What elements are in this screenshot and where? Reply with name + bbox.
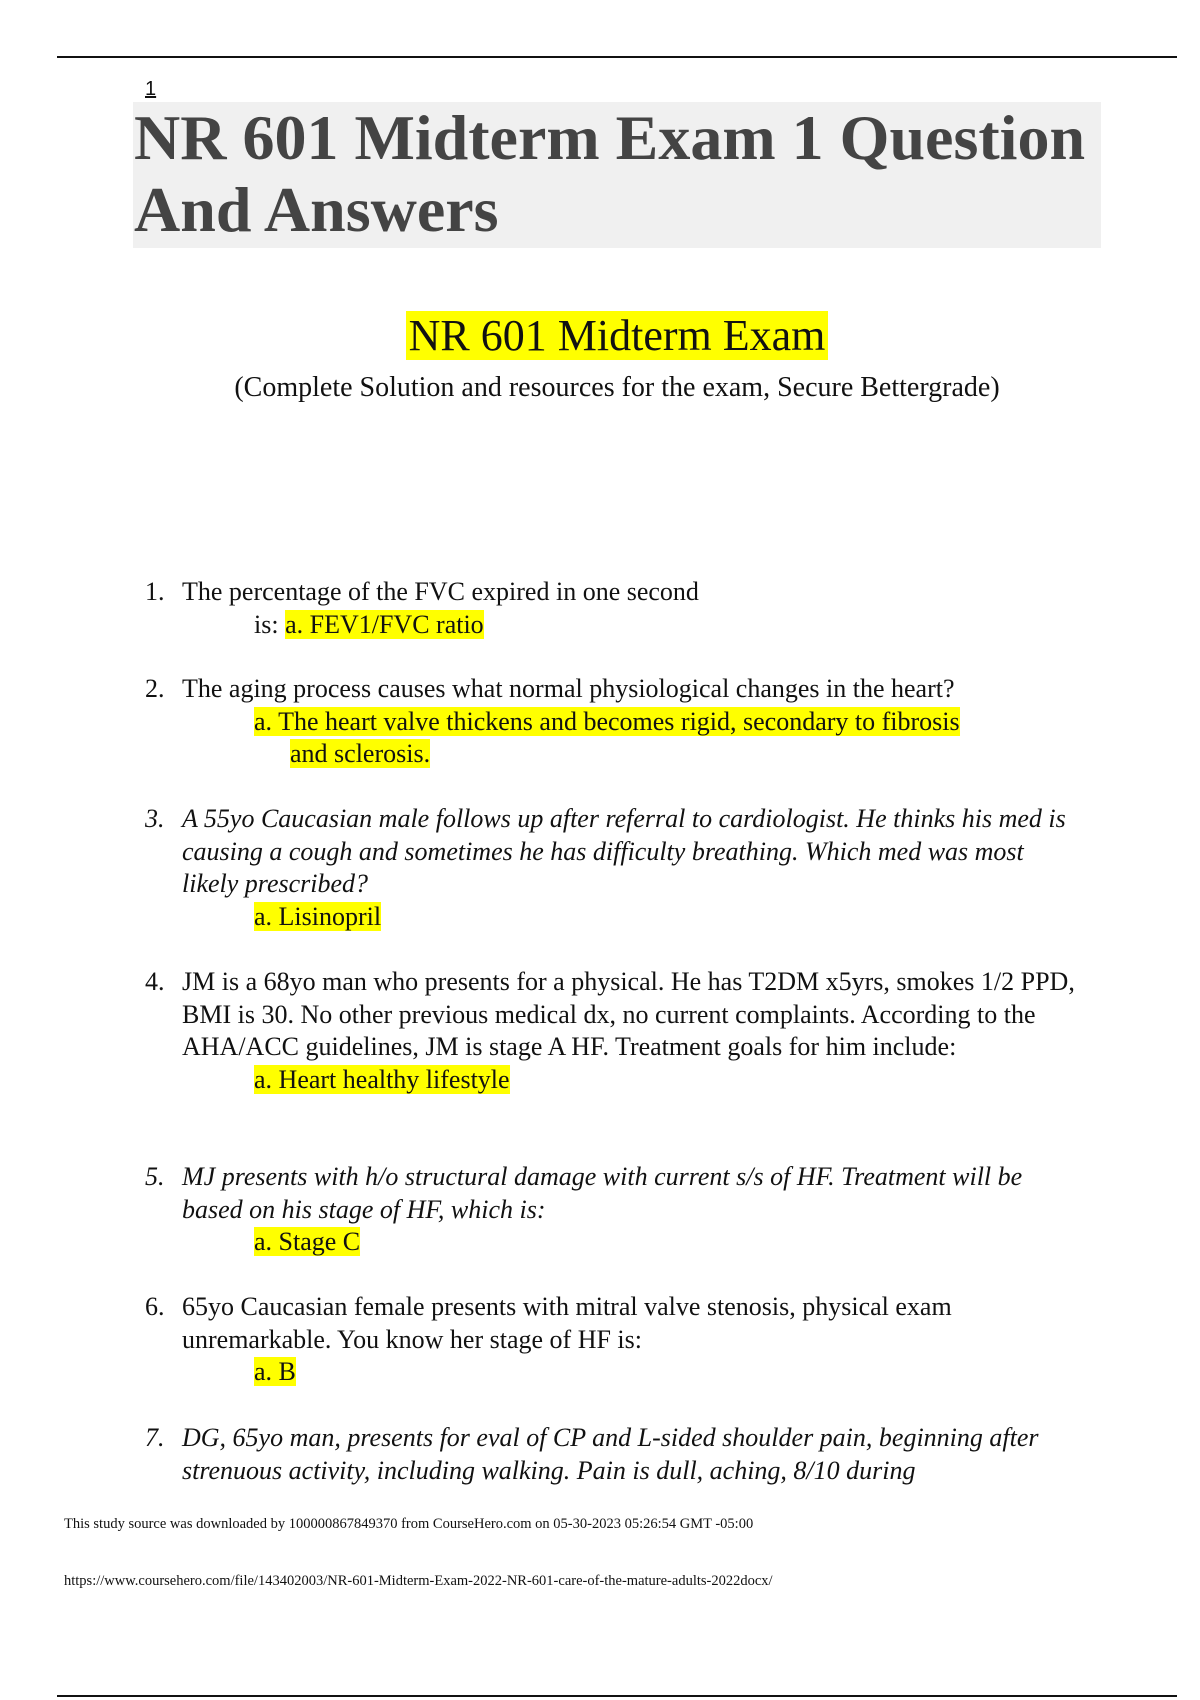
exam-heading-text: NR 601 Midterm Exam	[406, 311, 829, 360]
question-number: 6.	[145, 1292, 165, 1321]
answer-text: a. Heart healthy lifestyle	[254, 1064, 510, 1094]
question-number: 1.	[145, 577, 165, 606]
question-4	[145, 966, 1085, 1096]
top-rule	[57, 56, 1177, 58]
answer-text: a. Lisinopril	[254, 901, 382, 931]
question-number: 5.	[145, 1162, 165, 1191]
question-number: 2.	[145, 674, 165, 703]
answer-text-continued: and sclerosis.	[290, 739, 431, 768]
question-text: DG, 65yo man, presents for eval of CP and L-sided shoulder pain, beginning after strenuous activity, including walking. Pain is dull, aching, 8/10 during	[182, 1423, 1039, 1485]
bottom-rule	[57, 1695, 1177, 1697]
answer-prefix: is:	[254, 609, 286, 639]
question-2	[145, 673, 1085, 771]
exam-heading	[0, 310, 1200, 362]
question-3	[145, 803, 1085, 933]
question-text: 65yo Caucasian female presents with mitral valve stenosis, physical exam unremarkable. You know her stage of HF is:	[182, 1292, 952, 1354]
question-6	[145, 1291, 1085, 1389]
question-number: 7.	[145, 1423, 165, 1452]
answer-text: a. B	[254, 1357, 296, 1386]
source-url: https://www.coursehero.com/file/143402003/NR-601-Midterm-Exam-2022-NR-601-care-of-the-mature-adults-2022docx/	[64, 1573, 773, 1589]
question-text: MJ presents with h/o structural damage with current s/s of HF. Treatment will be based on his stage of HF, which is:	[182, 1162, 1023, 1224]
question-text: The aging process causes what normal physiological changes in the heart?	[182, 674, 955, 703]
answer-text: a. Stage C	[254, 1227, 361, 1256]
question-text: JM is a 68yo man who presents for a physical. He has T2DM x5yrs, smokes 1/2 PPD, BMI is 30. No other previous medical dx, no current complaints. According to the AHA/ACC guidelines, JM is stage A HF. Treatment goals for him include:	[182, 967, 1075, 1061]
answer-text: a. FEV1/FVC ratio	[285, 609, 484, 639]
question-text: The percentage of the FVC expired in one second	[182, 577, 699, 606]
question-7	[145, 1422, 1085, 1487]
answer-text: a. The heart valve thickens and becomes rigid, secondary to fibrosis	[254, 706, 960, 736]
question-number: 4.	[145, 967, 165, 996]
question-text: A 55yo Caucasian male follows up after referral to cardiologist. He thinks his med is causing a cough and sometimes he has difficulty breathing. Which med was most likely prescribed?	[182, 804, 1066, 898]
question-5	[145, 1161, 1085, 1259]
question-number: 3.	[145, 804, 165, 833]
exam-subheading: (Complete Solution and resources for the exam, Secure Bettergrade)	[234, 372, 1000, 403]
download-notice: This study source was downloaded by 100000867849370 from CourseHero.com on 05-30-2023 05:26:54 GMT -05:00	[64, 1516, 754, 1532]
question-1	[145, 576, 1085, 641]
page-number: 1	[145, 78, 157, 100]
document-title: NR 601 Midterm Exam 1 Question And Answers	[134, 102, 1086, 245]
